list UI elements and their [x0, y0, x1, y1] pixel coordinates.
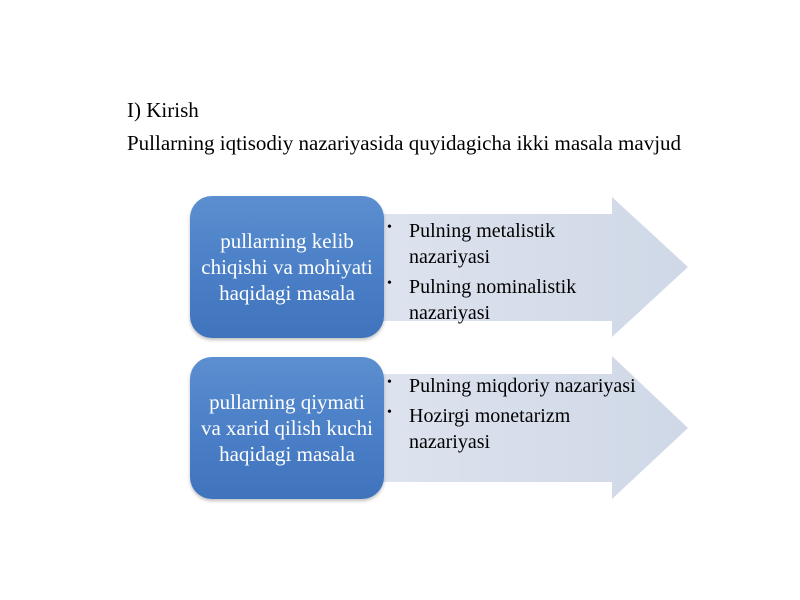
bullet-text: Pulning nominalistik nazariyasi	[409, 276, 577, 324]
bullet-icon: •	[387, 375, 392, 390]
row-2-box-label: pullarning qiymati va xarid qilish kuchi haqidagi masala	[200, 390, 374, 466]
bullet-text: Pulning metalistik nazariyasi	[409, 220, 556, 268]
list-item	[387, 373, 639, 399]
slide-heading: I) Kirish	[127, 98, 199, 122]
bullet-icon: •	[387, 220, 392, 235]
row-2-box	[190, 357, 384, 499]
bullet-text: Hozirgi monetarizm nazariyasi	[409, 405, 571, 453]
bullet-icon: •	[387, 405, 392, 420]
bullet-text: Pulning miqdoriy nazariyasi	[409, 375, 636, 397]
slide-intro-text: Pullarning iqtisodiy nazariyasida quyidagicha ikki masala mavjud	[127, 131, 682, 155]
list-item	[387, 403, 639, 455]
row-1-box-label: pullarning kelib chiqishi va mohiyati haqidagi masala	[201, 229, 373, 305]
bullet-icon: •	[387, 276, 392, 291]
row-2-bullet-list	[387, 373, 639, 459]
